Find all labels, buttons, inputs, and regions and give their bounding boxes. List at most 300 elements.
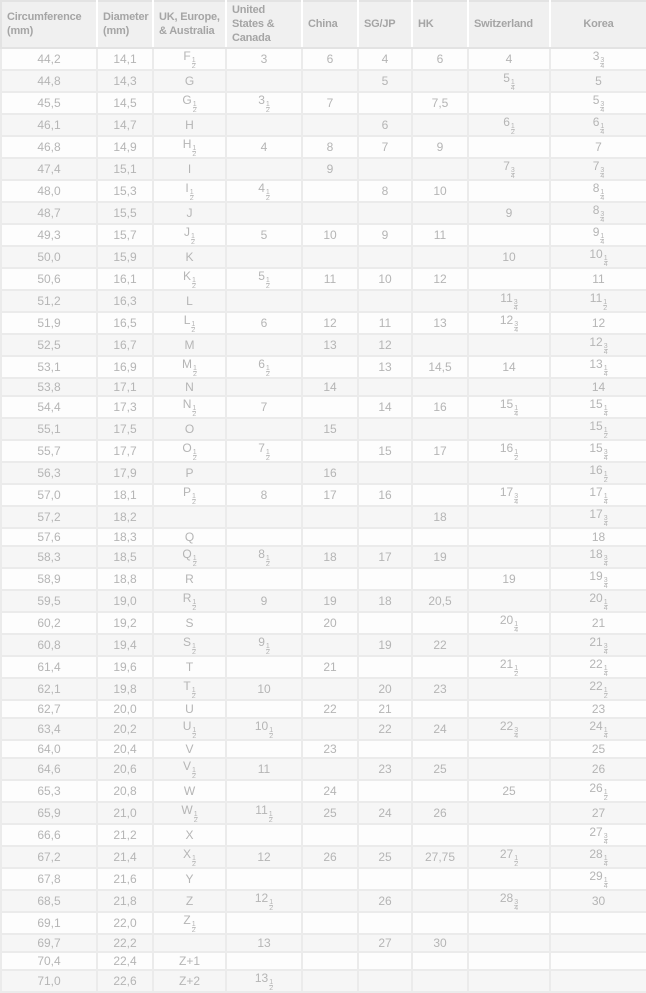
cell [550,952,646,970]
fraction: $\frac{1}{2}$ [191,57,196,71]
cell: 19 [302,590,358,612]
cell: 50,0 [1,246,97,268]
cell: F $\frac{1}{2}$ [153,48,226,70]
cell: 62,7 [1,700,97,718]
cell: 17,7 [97,440,153,462]
cell: 18,3 [97,528,153,546]
table-row [1,462,646,484]
cell: 15 $\frac{1}{4}$ [468,396,550,418]
cell: 12 [226,846,302,868]
column-header: Korea [550,1,646,48]
cell: 10 [468,246,550,268]
cell: 46,1 [1,114,97,136]
fraction: $\frac{1}{2}$ [269,979,274,993]
cell [302,70,358,92]
table-row [1,546,646,568]
cell: 21 $\frac{3}{4}$ [550,634,646,656]
fraction: $\frac{1}{4}$ [603,855,608,869]
cell: 63,4 [1,718,97,740]
cell: P $\frac{1}{2}$ [153,484,226,506]
cell [468,92,550,114]
cell: 6 $\frac{1}{4}$ [550,114,646,136]
table-row [1,612,646,634]
cell: 17 $\frac{3}{4}$ [550,506,646,528]
cell: J [153,202,226,224]
fraction: $\frac{1}{2}$ [265,189,270,203]
cell [302,114,358,136]
cell: R [153,568,226,590]
cell: 64,6 [1,758,97,780]
cell: 20 [358,678,412,700]
fraction: $\frac{1}{2}$ [514,449,519,463]
cell [226,700,302,718]
cell: 25 [302,802,358,824]
cell: L $\frac{1}{2}$ [153,312,226,334]
cell [302,890,358,912]
cell: 9 [226,590,302,612]
cell: O $\frac{1}{2}$ [153,440,226,462]
cell [358,246,412,268]
cell: 18 [358,590,412,612]
cell: 23 [550,700,646,718]
cell: 44,2 [1,48,97,70]
cell [468,418,550,440]
table-row [1,356,646,378]
cell: 15,1 [97,158,153,180]
cell: K $\frac{1}{2}$ [153,268,226,290]
cell: 22 $\frac{1}{4}$ [550,656,646,678]
cell: 26 [550,758,646,780]
table-row [1,568,646,590]
fraction: $\frac{1}{2}$ [265,643,270,657]
fraction: $\frac{1}{2}$ [192,643,196,657]
cell [468,634,550,656]
cell: 45,5 [1,92,97,114]
table-row [1,824,646,846]
cell [358,612,412,634]
fraction: $\frac{1}{2}$ [192,449,197,463]
cell: 67,8 [1,868,97,890]
cell: 16 [358,484,412,506]
cell: 10 $\frac{1}{2}$ [226,718,302,740]
cell: Q $\frac{1}{2}$ [153,546,226,568]
cell: 20 $\frac{1}{4}$ [468,612,550,634]
cell: 58,9 [1,568,97,590]
cell: 11 $\frac{1}{2}$ [226,802,302,824]
fraction: $\frac{1}{4}$ [603,365,608,379]
cell: 65,9 [1,802,97,824]
fraction: $\frac{1}{2}$ [603,687,608,701]
cell [550,934,646,952]
table-row [1,678,646,700]
cell: 16,3 [97,290,153,312]
table-row [1,378,646,396]
cell: 5 $\frac{3}{4}$ [550,92,646,114]
cell [226,290,302,312]
cell: 7 [302,92,358,114]
cell: 12 $\frac{1}{2}$ [226,890,302,912]
cell: Q [153,528,226,546]
cell [153,934,226,952]
cell: 22 [358,718,412,740]
cell [358,868,412,890]
fraction: $\frac{3}{4}$ [514,321,519,335]
fraction: $\frac{1}{4}$ [603,405,608,419]
cell: 8 $\frac{1}{4}$ [550,180,646,202]
cell: 30 [412,934,468,952]
cell: 13 $\frac{1}{4}$ [550,356,646,378]
cell: I $\frac{1}{2}$ [153,180,226,202]
cell: 26 $\frac{1}{2}$ [550,780,646,802]
table-row [1,656,646,678]
fraction: $\frac{1}{2}$ [192,727,197,741]
cell: 14,9 [97,136,153,158]
cell [302,952,358,970]
cell: 8 [302,136,358,158]
table-row [1,136,646,158]
fraction: $\frac{1}{4}$ [600,233,605,247]
cell: 16,1 [97,268,153,290]
cell: 11 $\frac{3}{4}$ [468,290,550,312]
cell: Y [153,868,226,890]
cell: 5 [358,70,412,92]
cell: 15 $\frac{1}{2}$ [550,418,646,440]
cell: 11 [550,268,646,290]
cell: 8 $\frac{1}{2}$ [226,546,302,568]
table-row [1,590,646,612]
cell: 61,4 [1,656,97,678]
cell: 24 $\frac{1}{4}$ [550,718,646,740]
cell [358,462,412,484]
table-row [1,180,646,202]
column-header: Circumference (mm) [1,1,97,48]
cell [302,868,358,890]
cell [226,202,302,224]
cell: 9 $\frac{1}{2}$ [226,634,302,656]
cell: 13 $\frac{1}{2}$ [226,970,302,992]
cell [226,462,302,484]
cell: 15,5 [97,202,153,224]
cell [412,890,468,912]
cell [358,290,412,312]
cell: 23 [302,740,358,758]
cell: 20 [302,612,358,634]
cell: 11 [302,268,358,290]
cell: 70,4 [1,952,97,970]
fraction: $\frac{1}{2}$ [603,789,608,803]
cell: 17 [412,440,468,462]
cell: 11 [226,758,302,780]
cell: 9 $\frac{1}{4}$ [550,224,646,246]
fraction: $\frac{3}{4}$ [603,515,608,529]
cell: 52,5 [1,334,97,356]
cell: W $\frac{1}{2}$ [153,802,226,824]
cell: 18 [550,528,646,546]
cell: 6 $\frac{1}{2}$ [468,114,550,136]
fraction: $\frac{1}{2}$ [192,599,197,613]
table-row [1,114,646,136]
cell [302,290,358,312]
column-header: United States & Canada [226,1,302,48]
cell [412,780,468,802]
cell: 29 $\frac{1}{4}$ [550,868,646,890]
cell [358,506,412,528]
cell: 6 [226,312,302,334]
table-row [1,48,646,70]
cell: 16,5 [97,312,153,334]
cell: 71,0 [1,970,97,992]
cell: 28 $\frac{3}{4}$ [468,890,550,912]
cell: 60,8 [1,634,97,656]
cell [302,528,358,546]
cell: 12 $\frac{3}{4}$ [468,312,550,334]
fraction: $\frac{3}{4}$ [603,343,608,357]
cell: 23 [358,758,412,780]
column-header: UK, Europe, & Australia [153,1,226,48]
cell: 15,9 [97,246,153,268]
cell [468,934,550,952]
fraction: $\frac{1}{2}$ [603,299,608,313]
cell: U $\frac{1}{2}$ [153,718,226,740]
cell: 14,5 [412,356,468,378]
cell: 20,5 [412,590,468,612]
cell: 8 [358,180,412,202]
fraction: $\frac{1}{2}$ [192,855,196,869]
cell: 21,6 [97,868,153,890]
cell: 27 [550,802,646,824]
fraction: $\frac{1}{4}$ [510,79,515,93]
cell: X [153,824,226,846]
cell [468,224,550,246]
table-row [1,718,646,740]
cell: 69,1 [1,912,97,934]
cell: 25 [412,758,468,780]
fraction: $\frac{1}{2}$ [192,493,196,507]
cell: 69,7 [1,934,97,952]
cell [412,462,468,484]
fraction: $\frac{1}{2}$ [269,727,274,741]
cell: 6 [412,48,468,70]
table-row [1,952,646,970]
cell: 22 $\frac{1}{2}$ [550,678,646,700]
cell [226,740,302,758]
cell: 18,8 [97,568,153,590]
column-header: Diameter (mm) [97,1,153,48]
cell [412,528,468,546]
fraction: $\frac{1}{2}$ [192,555,197,569]
cell: 14,3 [97,70,153,92]
cell: 6 $\frac{1}{2}$ [226,356,302,378]
cell [468,802,550,824]
cell [302,824,358,846]
table-row [1,334,646,356]
fraction: $\frac{1}{2}$ [192,101,197,115]
header-row [1,1,646,48]
cell [226,656,302,678]
cell [412,290,468,312]
cell: G [153,70,226,92]
cell [302,202,358,224]
cell [412,952,468,970]
cell: 7 [358,136,412,158]
fraction: $\frac{1}{2}$ [192,145,197,159]
cell: 20,4 [97,740,153,758]
cell: 17,5 [97,418,153,440]
cell [302,634,358,656]
cell: 6 [358,114,412,136]
cell: 17 [302,484,358,506]
cell [468,506,550,528]
cell [412,202,468,224]
cell [302,758,358,780]
table-row [1,158,646,180]
cell [226,70,302,92]
cell: 22,0 [97,912,153,934]
cell: 22 [412,634,468,656]
cell: 9 [302,158,358,180]
cell [358,952,412,970]
cell: 21 $\frac{1}{2}$ [468,656,550,678]
cell [302,934,358,952]
cell: 21,2 [97,824,153,846]
cell: H [153,114,226,136]
cell [468,378,550,396]
cell: 54,4 [1,396,97,418]
cell [358,418,412,440]
cell: 3 [226,48,302,70]
cell [468,334,550,356]
table-body [1,48,646,992]
cell [468,528,550,546]
cell: 8 $\frac{3}{4}$ [550,202,646,224]
cell: 9 [358,224,412,246]
cell: 10 $\frac{1}{4}$ [550,246,646,268]
cell: 20 $\frac{1}{4}$ [550,590,646,612]
fraction: $\frac{3}{4}$ [513,299,518,313]
cell: Z+2 [153,970,226,992]
cell: 7,5 [412,92,468,114]
cell: 44,8 [1,70,97,92]
cell: 27 $\frac{3}{4}$ [550,824,646,846]
cell [226,158,302,180]
cell: 55,7 [1,440,97,462]
cell: 22 [302,700,358,718]
cell: 22,6 [97,970,153,992]
cell: 17,3 [97,396,153,418]
cell: 11 [358,312,412,334]
cell [302,970,358,992]
fraction: $\frac{1}{2}$ [191,321,196,335]
cell: 17 $\frac{3}{4}$ [468,484,550,506]
cell [358,378,412,396]
cell: 67,2 [1,846,97,868]
table-row [1,70,646,92]
cell [468,758,550,780]
cell: 18 [302,546,358,568]
cell: O [153,418,226,440]
cell: 22 $\frac{3}{4}$ [468,718,550,740]
cell: Z+1 [153,952,226,970]
cell: 19,8 [97,678,153,700]
table-row [1,246,646,268]
fraction: $\frac{1}{2}$ [514,665,519,679]
cell: 7 $\frac{1}{2}$ [226,440,302,462]
fraction: $\frac{1}{2}$ [191,687,196,701]
cell: N $\frac{1}{2}$ [153,396,226,418]
cell: 47,4 [1,158,97,180]
cell: 19 [468,568,550,590]
cell: 13 [302,334,358,356]
fraction: $\frac{1}{2}$ [510,123,515,137]
table-row [1,970,646,992]
cell [468,546,550,568]
cell [358,824,412,846]
cell: 15 $\frac{1}{4}$ [550,396,646,418]
cell: 10 [302,224,358,246]
cell [412,246,468,268]
cell: 16 $\frac{1}{2}$ [468,440,550,462]
cell: I [153,158,226,180]
cell: 53,8 [1,378,97,396]
cell [412,158,468,180]
column-header: China [302,1,358,48]
cell: 26 [412,802,468,824]
cell: W [153,780,226,802]
fraction: $\frac{1}{2}$ [265,101,270,115]
cell: 5 $\frac{1}{2}$ [226,268,302,290]
fraction: $\frac{1}{2}$ [191,233,195,247]
cell [226,528,302,546]
cell: 14 [468,356,550,378]
cell: X $\frac{1}{2}$ [153,846,226,868]
cell [358,740,412,758]
cell: 7 [550,136,646,158]
cell: U [153,700,226,718]
cell: 3 $\frac{3}{4}$ [550,48,646,70]
cell: 14 [302,378,358,396]
cell [226,952,302,970]
cell: 48,0 [1,180,97,202]
table-row [1,700,646,718]
fraction: $\frac{1}{2}$ [268,811,273,825]
cell: M $\frac{1}{2}$ [153,356,226,378]
cell: 13 [412,312,468,334]
cell: 21 [358,700,412,718]
cell [468,590,550,612]
fraction: $\frac{1}{2}$ [603,427,608,441]
table-row [1,290,646,312]
cell: 11 $\frac{1}{2}$ [550,290,646,312]
cell [226,114,302,136]
table-row [1,528,646,546]
cell: 18,2 [97,506,153,528]
cell: 19,6 [97,656,153,678]
cell: P [153,462,226,484]
table-row [1,868,646,890]
cell: 57,2 [1,506,97,528]
cell: 19 [412,546,468,568]
column-header: Switzerland [468,1,550,48]
cell [412,868,468,890]
cell: 10 [358,268,412,290]
cell: 19 [358,634,412,656]
cell [468,678,550,700]
cell [412,378,468,396]
cell [412,114,468,136]
fraction: $\frac{1}{2}$ [192,767,196,781]
cell: 27,75 [412,846,468,868]
cell: 21,4 [97,846,153,868]
